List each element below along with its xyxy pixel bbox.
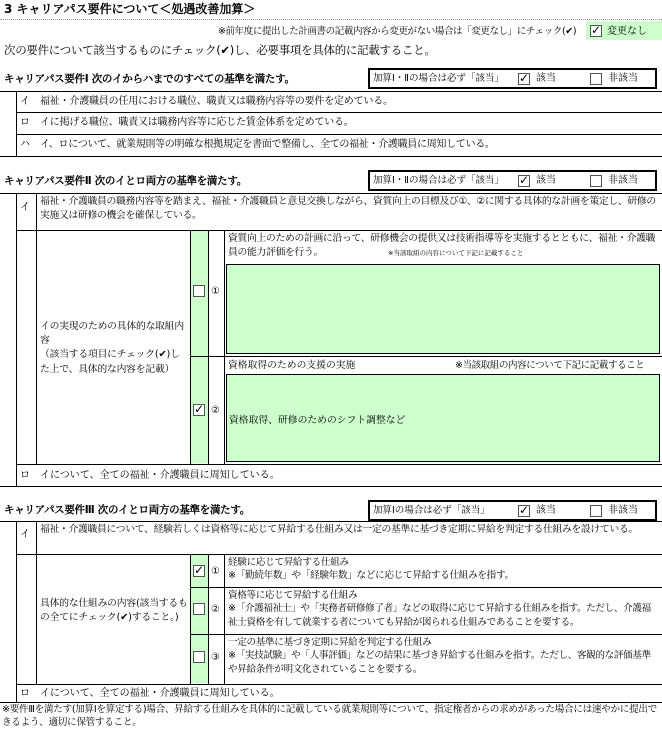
req2-must-note: 加算Ⅰ・Ⅱの場合は必ず「該当」 bbox=[373, 175, 504, 186]
req1-row-i-mark: イ bbox=[20, 96, 30, 107]
req2-opt1-small: ※当該取組の内容について下記に記載すること bbox=[388, 249, 524, 257]
req2-ro-text: イについて、全ての福祉・介護職員に周知している。 bbox=[40, 470, 280, 481]
req2-yes-label: 該当 bbox=[536, 175, 556, 186]
req2-title: キャリアパス要件Ⅱ 次のイとロ両方の基準を満たす。 bbox=[4, 175, 247, 187]
page-title: 3 キャリアパス要件について＜処遇改善加算＞ bbox=[4, 2, 256, 16]
req3-opt1-checkbox[interactable] bbox=[193, 565, 205, 577]
req2-opt1-checkbox[interactable] bbox=[193, 285, 205, 297]
req1-no-label: 非該当 bbox=[608, 73, 638, 84]
req2-no-label: 非該当 bbox=[608, 175, 638, 186]
instruction-text: 次の要件について該当するものにチェック(✔)し、必要事項を具体的に記載すること。 bbox=[4, 43, 436, 57]
req3-ro-text: イについて、全ての福祉・介護職員に周知している。 bbox=[40, 688, 280, 699]
req1-must-note: 加算Ⅰ・Ⅱの場合は必ず「該当」 bbox=[373, 73, 504, 84]
req3-opt3-checkbox[interactable] bbox=[193, 651, 205, 663]
req1-row-ro-text: イに掲げる職位、職責又は職務内容等に応じた賃金体系を定めている。 bbox=[40, 117, 354, 128]
req2-i-mark: イ bbox=[20, 202, 30, 213]
req3-yes-label: 該当 bbox=[536, 505, 556, 516]
req1-row-ha-text: イ、ロについて、就業規則等の明確な根拠規定を書面で整備し、全ての福祉・介護職員に周知している。 bbox=[40, 139, 495, 150]
req1-no-checkbox[interactable] bbox=[590, 73, 602, 85]
req2-opt1-content-field[interactable] bbox=[226, 264, 660, 354]
req3-i-text: 福祉・介護職員について、経験若しくは資格等に応じて昇給する仕組み又は一定の基準に基づき定期に昇給を判定する仕組みを設けている。 bbox=[40, 524, 638, 535]
req1-row-ro-mark: ロ bbox=[20, 117, 30, 128]
req3-must-note: 加算Ⅰの場合は必ず「該当」 bbox=[373, 505, 490, 516]
req3-opt1-num: ① bbox=[211, 566, 220, 577]
req1-title: キャリアパス要件Ⅰ 次のイからハまでのすべての基準を満たす。 bbox=[4, 73, 295, 85]
req3-yes-checkbox[interactable] bbox=[518, 505, 530, 517]
req2-opt1-num: ① bbox=[211, 286, 220, 297]
req1-row-i-text: 福祉・介護職員の任用における職位、職責又は職務内容等の要件を定めている。 bbox=[40, 96, 393, 107]
req2-opt2-checkbox[interactable] bbox=[193, 404, 205, 416]
req2-opt2-content-field[interactable] bbox=[226, 374, 660, 462]
req3-opt3-num: ③ bbox=[211, 652, 220, 663]
req2-opt2-num: ② bbox=[211, 405, 220, 416]
req3-opt2-num: ② bbox=[211, 604, 220, 615]
nochange-note: ※前年度に提出した計画書の記載内容から変更がない場合は「変更なし」にチェック(✔) bbox=[218, 26, 577, 37]
req3-title: キャリアパス要件Ⅲ 次のイとロ両方の基準を満たす。 bbox=[4, 504, 250, 516]
req3-i-mark: イ bbox=[20, 529, 30, 540]
req2-yes-checkbox[interactable] bbox=[518, 175, 530, 187]
req3-opt2-text: 資格等に応じて昇給する仕組み ※「介護福祉士」や「実務者研修修了者」などの取得に応じて昇給する仕組みを指す。ただし、介護福祉士資格を有して就業する者についても昇給が図られる仕組みであることを要する。 bbox=[228, 590, 651, 628]
nochange-checkbox[interactable] bbox=[590, 25, 602, 37]
req1-yes-checkbox[interactable] bbox=[518, 73, 530, 85]
req2-left-label: イの実現のための具体的な取組内容 （該当する項目にチェック(✔)した上で、具体的な内容を記載） bbox=[40, 321, 184, 375]
footer-note: ※要件Ⅲを満たす(加算Ⅰを算定する)場合、昇給する仕組みを具体的に記載している就業規則等について、指定権者からの求めがあった場合には速やかに提出できるよう、適切に保管すること。 bbox=[2, 704, 657, 729]
req1-row-ha-mark: ハ bbox=[20, 139, 30, 150]
req2-opt2-text: 資格取得のための支援の実施 bbox=[228, 360, 356, 371]
req3-opt2-checkbox[interactable] bbox=[193, 603, 205, 615]
req2-ro-mark: ロ bbox=[20, 470, 30, 481]
req2-opt2-small: ※当該取組の内容について下記に記載すること bbox=[455, 360, 645, 371]
req2-no-checkbox[interactable] bbox=[590, 175, 602, 187]
req3-no-label: 非該当 bbox=[608, 505, 638, 516]
req3-opt3-text: 一定の基準に基づき定期に昇給を判定する仕組み ※「実技試験」や「人事評価」などの結果に基づき昇給する仕組みを指す。ただし、客観的な評価基準や昇給条件が明文化されていることを要する。 bbox=[228, 637, 651, 675]
req2-opt2-content: 資格取得、研修のためのシフト調整など bbox=[229, 415, 406, 426]
req1-yes-label: 該当 bbox=[536, 73, 556, 84]
req2-opt1-text: 資質向上のための計画に沿って、研修機会の提供又は技術指導等を実施するとともに、福祉・介護職員の能力評価を行う。 bbox=[228, 233, 656, 259]
req3-no-checkbox[interactable] bbox=[590, 505, 602, 517]
nochange-label: 変更なし bbox=[607, 26, 647, 37]
req3-ro-mark: ロ bbox=[20, 688, 30, 699]
req3-left-label: 具体的な仕組みの内容(該当するもの全てにチェック(✔)すること。) bbox=[40, 598, 188, 624]
req2-i-text: 福祉・介護職員の職務内容等を踏まえ、福祉・介護職員と意見交換しながら、資質向上の目標及び①、②に関する具体的な計画を策定し、研修の実施又は研修の機会を確保している。 bbox=[40, 196, 656, 222]
req3-opt1-text: 経験に応じて昇給する仕組み ※「勤続年数」や「経験年数」などに応じて昇給する仕組みを指す。 bbox=[228, 557, 514, 582]
